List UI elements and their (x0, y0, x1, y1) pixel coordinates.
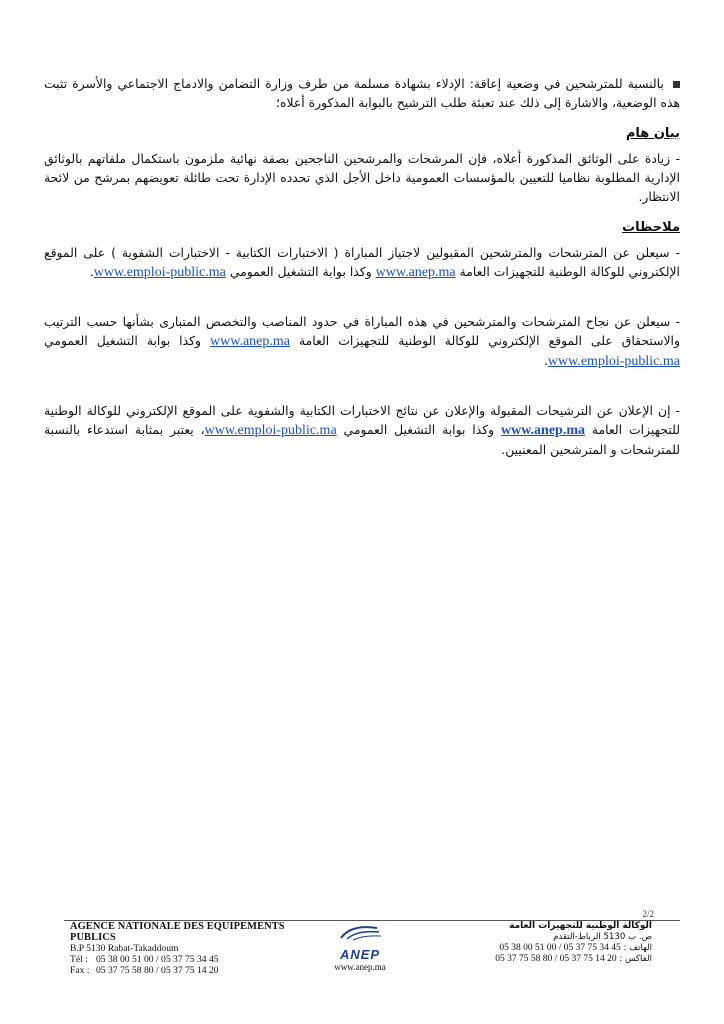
spacer (44, 383, 680, 401)
note-1-text: - سيعلن عن المترشحات والمترشحين المقبولين لاجتياز المباراة ( الاختبارات الكتابية - الاختبارات الشفوية ) على الموقع الإلكتروني للوكالة الوطنية للتجهيزات العامة (44, 245, 680, 279)
note-2-end: . (543, 353, 548, 368)
phone-label-fr: Tél : (70, 954, 88, 965)
fax-row-ar (442, 954, 652, 965)
fax-value-fr: 05 37 75 58 80 / 05 37 75 14 20 (96, 965, 219, 976)
note-1-mid: وكذا بوابة التشغيل العمومي (229, 264, 372, 279)
fax-label-fr: Fax : (70, 965, 90, 976)
important-heading: بيان هام (625, 126, 680, 141)
agency-name-ar: الوكالة الوطنية للتجهيزات العامة (509, 921, 652, 931)
fax-value-ar: 05 37 75 58 80 / 05 37 75 14 20 (495, 954, 617, 964)
note-1-end: . (89, 264, 94, 279)
disability-paragraph (44, 74, 680, 112)
note-2 (44, 312, 680, 371)
postal-box-ar: ص. ب 5130 الرباط-التقدم (553, 932, 652, 942)
note-3-mid: وكذا بوابة التشغيل العمومي (343, 422, 495, 437)
anep-link[interactable]: www.anep.ma (501, 423, 586, 438)
square-bullet-icon (673, 81, 680, 88)
phone-row-fr (70, 954, 330, 965)
fax-row-fr (70, 965, 330, 976)
fax-label-ar: الفاكس : (619, 954, 652, 964)
phone-value-fr: 05 38 00 51 00 / 05 37 75 34 45 (96, 954, 219, 965)
agency-name-fr: AGENCE NATIONALE DES EQUIPEMENTS PUBLICS (70, 921, 285, 943)
phone-row-ar (442, 943, 652, 954)
page-number: 2/2 (642, 909, 654, 919)
note-2-text: - سيعلن عن نجاح المترشحات والمترشحين في هذه المباراة في حدود المناصب والتخصص المتبارى بشأنها حسب الترتيب والاستحقاق على الموقع الإلكتروني للوكالة الوطنية للتجهيزات العامة (44, 314, 680, 348)
document-body (44, 74, 680, 471)
note-3-text: - إن الإعلان عن الترشيحات المقبولة والإعلان عن نتائج الاختبارات الكتابية والشفوية على الموقع الإلكتروني للوكالة الوطنية للتجهيزات العامة (44, 403, 680, 437)
emploi-public-link[interactable]: www.emploi-public.ma (547, 354, 680, 369)
footer-arabic-address (442, 921, 652, 965)
footer-french-address (70, 921, 330, 976)
note-2-mid: وكذا بوابة التشغيل العمومي (44, 333, 202, 348)
logo-wordmark: ANEP (339, 947, 381, 962)
phone-value-ar: 05 38 00 51 00 / 05 37 75 34 45 (499, 943, 621, 953)
notes-heading: ملاحظات (622, 220, 680, 235)
anep-logo-icon (337, 922, 383, 942)
anep-link[interactable]: www.anep.ma (210, 334, 290, 349)
note-3 (44, 401, 680, 459)
phone-label-ar: الهاتف : (623, 943, 652, 953)
footer-website[interactable]: www.anep.ma (334, 962, 386, 972)
disability-text: بالنسبة للمترشحين في وضعية إعاقة: الإدلاء بشهادة مسلمة من طرف وزارة التضامن والادماج الاجتماعي والأسرة تثبت هذه الوضعية، والاشارة إلى ذلك عند تعبئة طلب الترشيح بالبوابة المذكورة أعلاه؛ (44, 76, 680, 110)
note-1 (44, 243, 680, 282)
note-3-end: ، يعتبر بمثابة استدعاء بالنسبة للمترشحات و المترشحين المعنيين. (44, 422, 680, 457)
postal-box-fr: B.P 5130 Rabat-Takaddoum (70, 943, 179, 954)
emploi-public-link[interactable]: www.emploi-public.ma (93, 265, 226, 280)
important-paragraph: - زيادة على الوثائق المذكورة أعلاه، فإن المرشحات والمرشحين الناجحين بصفة نهائية ملزمون باستكمال ملفاتهم بالوثائق الإدارية المطلوبة نظاميا للتعيين بالمؤسسات العمومية داخل الأجل الذي تحدده الإدارة تحت طائلة تعويضهم بمرشح من لائحة الانتظار. (44, 151, 680, 204)
spacer (44, 294, 680, 312)
emploi-public-link[interactable]: www.emploi-public.ma (204, 423, 337, 438)
anep-link[interactable]: www.anep.ma (375, 265, 456, 280)
anep-logo (320, 922, 400, 982)
